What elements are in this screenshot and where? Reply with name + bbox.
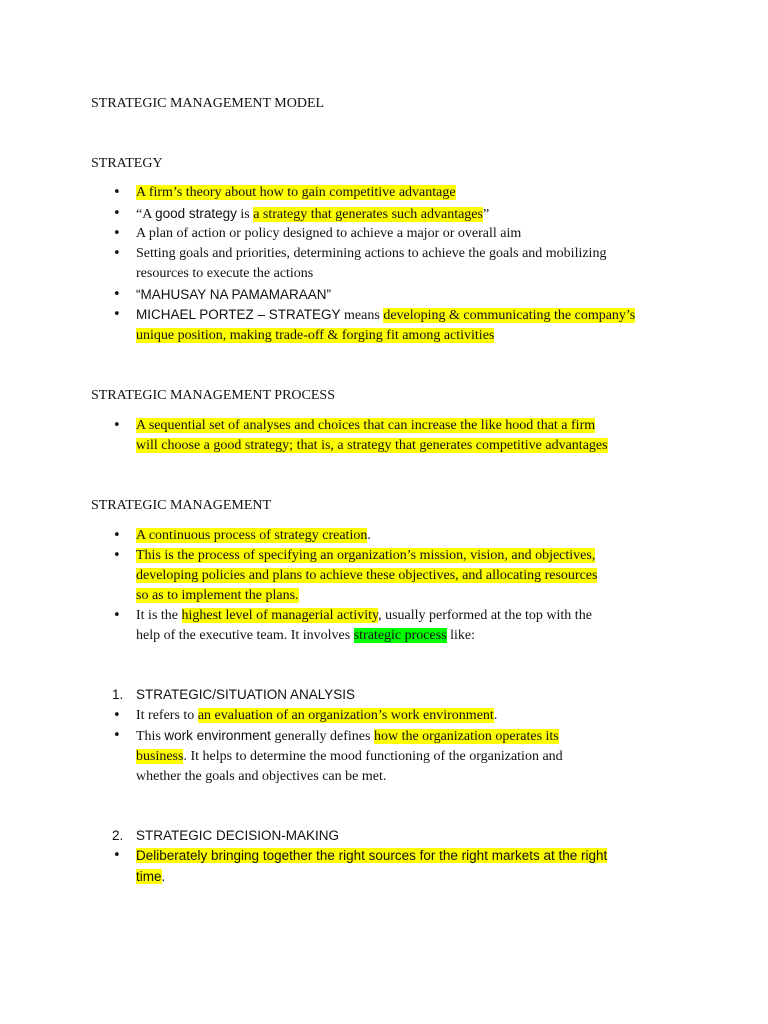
highlighted-text: a strategy that generates such advantages (253, 207, 483, 222)
heading-management: STRATEGIC MANAGEMENT (91, 498, 272, 513)
list-item (91, 706, 701, 726)
text-span: It is the (136, 608, 182, 623)
bullet-text-line2: resources to execute the actions (136, 266, 314, 281)
bullet-icon: • (113, 307, 121, 322)
highlighted-text-line2: business (136, 749, 184, 764)
bullet-icon: • (113, 728, 121, 743)
document-title: STRATEGIC MANAGEMENT MODEL (91, 96, 325, 111)
section-number: 2. (112, 828, 124, 843)
text-span: . (493, 708, 498, 723)
bullet-icon: • (113, 226, 121, 241)
bullet-icon: • (113, 287, 121, 302)
text-span: is (236, 207, 254, 222)
term-good-strategy: good strategy (155, 206, 237, 221)
highlighted-text-line3: so as to implement the plans. (136, 588, 299, 603)
list-item (91, 546, 701, 606)
text-span: whether the goals and objectives can be met. (136, 769, 387, 784)
bullet-icon: • (113, 528, 121, 543)
section-title: STRATEGIC DECISION-MAKING (136, 828, 340, 843)
list-item (91, 244, 701, 284)
text-span: “A (136, 207, 156, 222)
term-work-environment: work environment (164, 728, 271, 743)
bullet-icon: • (113, 608, 121, 623)
highlighted-text: A sequential set of analyses and choices that can increase the like hood that a firm (136, 418, 596, 433)
bullet-text: A firm’s theory about how to gain competitive advantage (136, 185, 456, 200)
heading-process: STRATEGIC MANAGEMENT PROCESS (91, 388, 335, 403)
term-michael-portez: MICHAEL PORTEZ – STRATEGY (136, 307, 341, 322)
list-item (91, 285, 701, 306)
numbered-heading (91, 685, 701, 706)
bullet-icon: • (113, 418, 121, 433)
list-item (91, 183, 701, 203)
highlighted-text-line2: time (136, 869, 162, 884)
highlighted-text: Deliberately bringing together the right sources for the right markets at the right (136, 848, 608, 863)
highlighted-text-line2: unique position, making trade-off & forging fit among activities (136, 328, 495, 343)
highlighted-text: This is the process of specifying an organization’s mission, vision, and objectives, (136, 548, 596, 563)
list-item (91, 846, 701, 888)
section-title: STRATEGIC/SITUATION ANALYSIS (136, 687, 356, 702)
highlighted-text: how the organization operates its (373, 729, 559, 744)
list-item (91, 526, 701, 546)
highlighted-text: an evaluation of an organization’s work environment (197, 708, 494, 723)
highlighted-text-line2: developing policies and plans to achieve these objectives, and allocating resources (136, 568, 598, 583)
list-item (91, 305, 701, 346)
green-highlighted-text: strategic process (353, 628, 447, 643)
text-span: like: (446, 628, 476, 643)
highlighted-text: A continuous process of strategy creation (136, 528, 368, 543)
text-span: This (136, 729, 165, 744)
list-item (91, 416, 701, 456)
highlighted-text-line2: will choose a good strategy; that is, a strategy that generates competitive advantages (136, 438, 608, 453)
text-span: generally defines (270, 729, 374, 744)
list-item (91, 606, 701, 646)
text-span: It refers to (136, 708, 198, 723)
bullet-text: A plan of action or policy designed to achieve a major or overall aim (136, 226, 522, 241)
numbered-heading (91, 826, 701, 847)
highlighted-text: developing & communicating the company’s (383, 308, 636, 323)
bullet-icon: • (113, 548, 121, 563)
section-number: 1. (112, 687, 124, 702)
bullet-icon: • (113, 206, 121, 221)
text-span: ” (482, 207, 490, 222)
text-span: , usually performed at the top with the (378, 608, 592, 623)
bullet-icon: • (113, 708, 121, 723)
heading-strategy: STRATEGY (91, 156, 163, 171)
bullet-text: Setting goals and priorities, determining actions to achieve the goals and mobilizing (136, 246, 607, 261)
bullet-icon: • (113, 185, 121, 200)
text-span: . It helps to determine the mood functioning of the organization and (183, 749, 563, 764)
list-item (91, 224, 701, 244)
highlighted-text: highest level of managerial activity (181, 608, 379, 623)
text-span: . (367, 528, 371, 543)
bullet-text: “MAHUSAY NA PAMAMARAAN” (136, 287, 332, 302)
list-item (91, 204, 701, 225)
text-span: means (340, 308, 384, 323)
bullet-icon: • (113, 848, 121, 863)
text-span: . (161, 869, 166, 884)
list-item (91, 726, 701, 787)
text-span: help of the executive team. It involves (136, 628, 354, 643)
bullet-icon: • (113, 246, 121, 261)
